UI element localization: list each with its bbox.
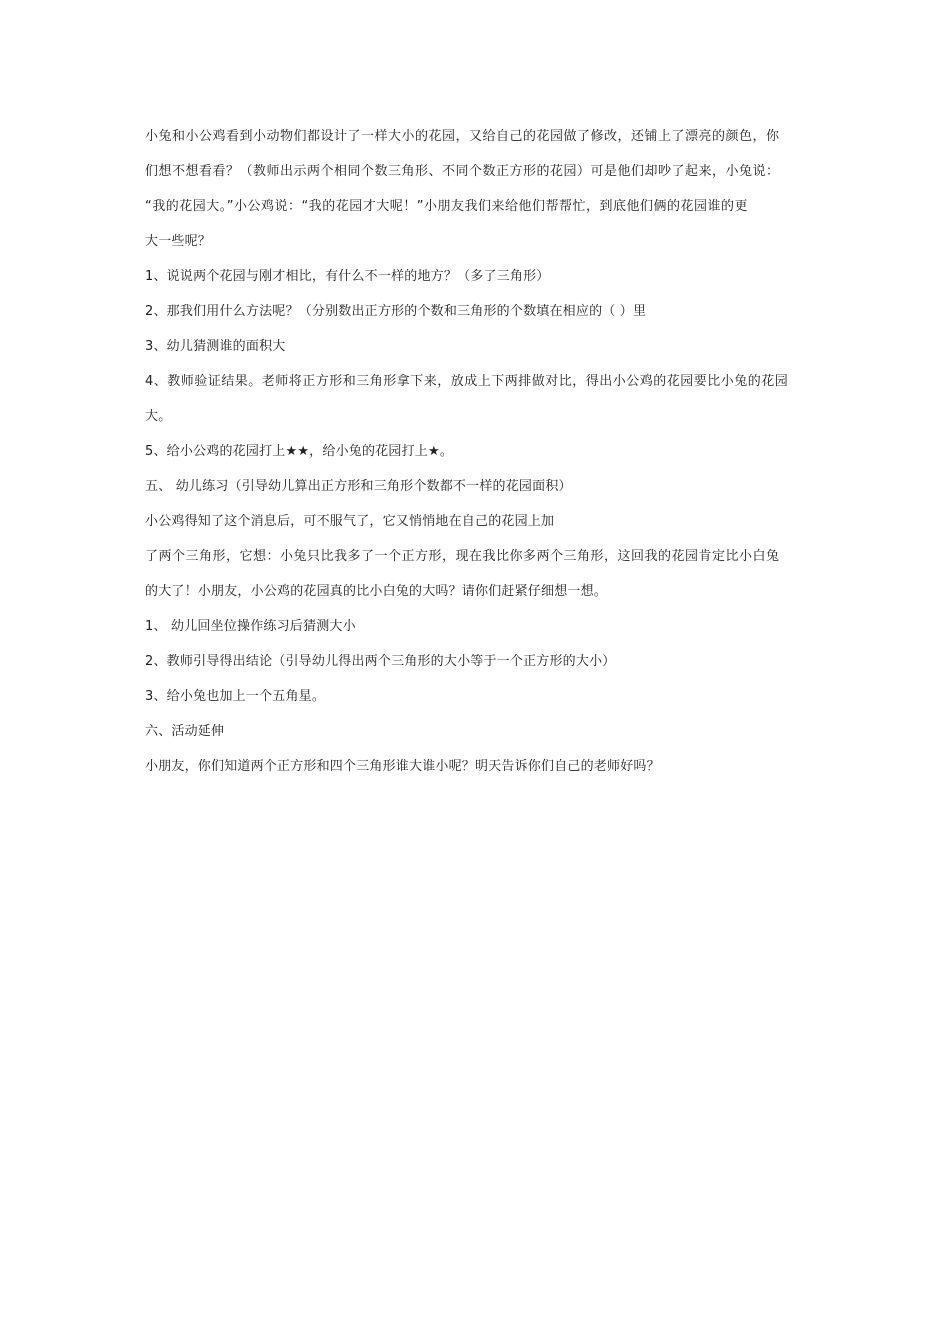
list-item: 3、幼儿猜测谁的面积大 — [145, 339, 286, 354]
paragraph-line: 大一些呢？ — [145, 234, 212, 249]
paragraph-line: 了两个三角形，它想：小兔只比我多了一个正方形，现在我比你多两个三角形，这回我的花园肯定比小白兔 — [145, 549, 780, 564]
list-item: 1、 幼儿回坐位操作练习后猜测大小 — [145, 619, 356, 634]
section-heading: 六、活动延伸 — [145, 724, 225, 739]
list-item: 1、说说两个花园与刚才相比，有什么不一样的地方？（多了三角形） — [145, 269, 550, 284]
list-item: 5、给小公鸡的花园打上★★，给小兔的花园打上★。 — [145, 444, 454, 459]
list-item: 3、给小兔也加上一个五角星。 — [145, 689, 326, 704]
paragraph-line: “我的花园大。”小公鸡说：“我的花园才大呢！”小朋友我们来给他们帮帮忙，到底他们俩的花园谁的更 — [145, 199, 748, 214]
list-item: 2、那我们用什么方法呢？（分别数出正方形的个数和三角形的个数填在相应的（ ）里 — [145, 304, 647, 319]
paragraph-line: 小朋友，你们知道两个正方形和四个三角形谁大谁小呢？明天告诉你们自己的老师好吗？ — [145, 759, 660, 774]
paragraph-line: 的大了！小朋友，小公鸡的花园真的比小白兔的大吗？请你们赶紧仔细想一想。 — [145, 584, 608, 599]
paragraph-line: 小兔和小公鸡看到小动物们都设计了一样大小的花园，又给自己的花园做了修改，还铺上了漂亮的颜色，你 — [145, 129, 780, 144]
section-heading: 五、 幼儿练习（引导幼儿算出正方形和三角形个数都不一样的花园面积） — [145, 479, 572, 494]
list-item: 4、教师验证结果。老师将正方形和三角形拿下来，放成上下两排做对比，得出小公鸡的花园要比小兔的花园 — [145, 374, 789, 389]
paragraph-line: 们想不想看看？（教师出示两个相同个数三角形、不同个数正方形的花园）可是他们却吵了起来，小兔说： — [145, 164, 780, 179]
list-item: 2、教师引导得出结论（引导幼儿得出两个三角形的大小等于一个正方形的大小） — [145, 654, 616, 669]
paragraph-line: 大。 — [145, 409, 172, 424]
paragraph-line: 小公鸡得知了这个消息后，可不服气了，它又悄悄地在自己的花园上加 — [145, 514, 555, 529]
